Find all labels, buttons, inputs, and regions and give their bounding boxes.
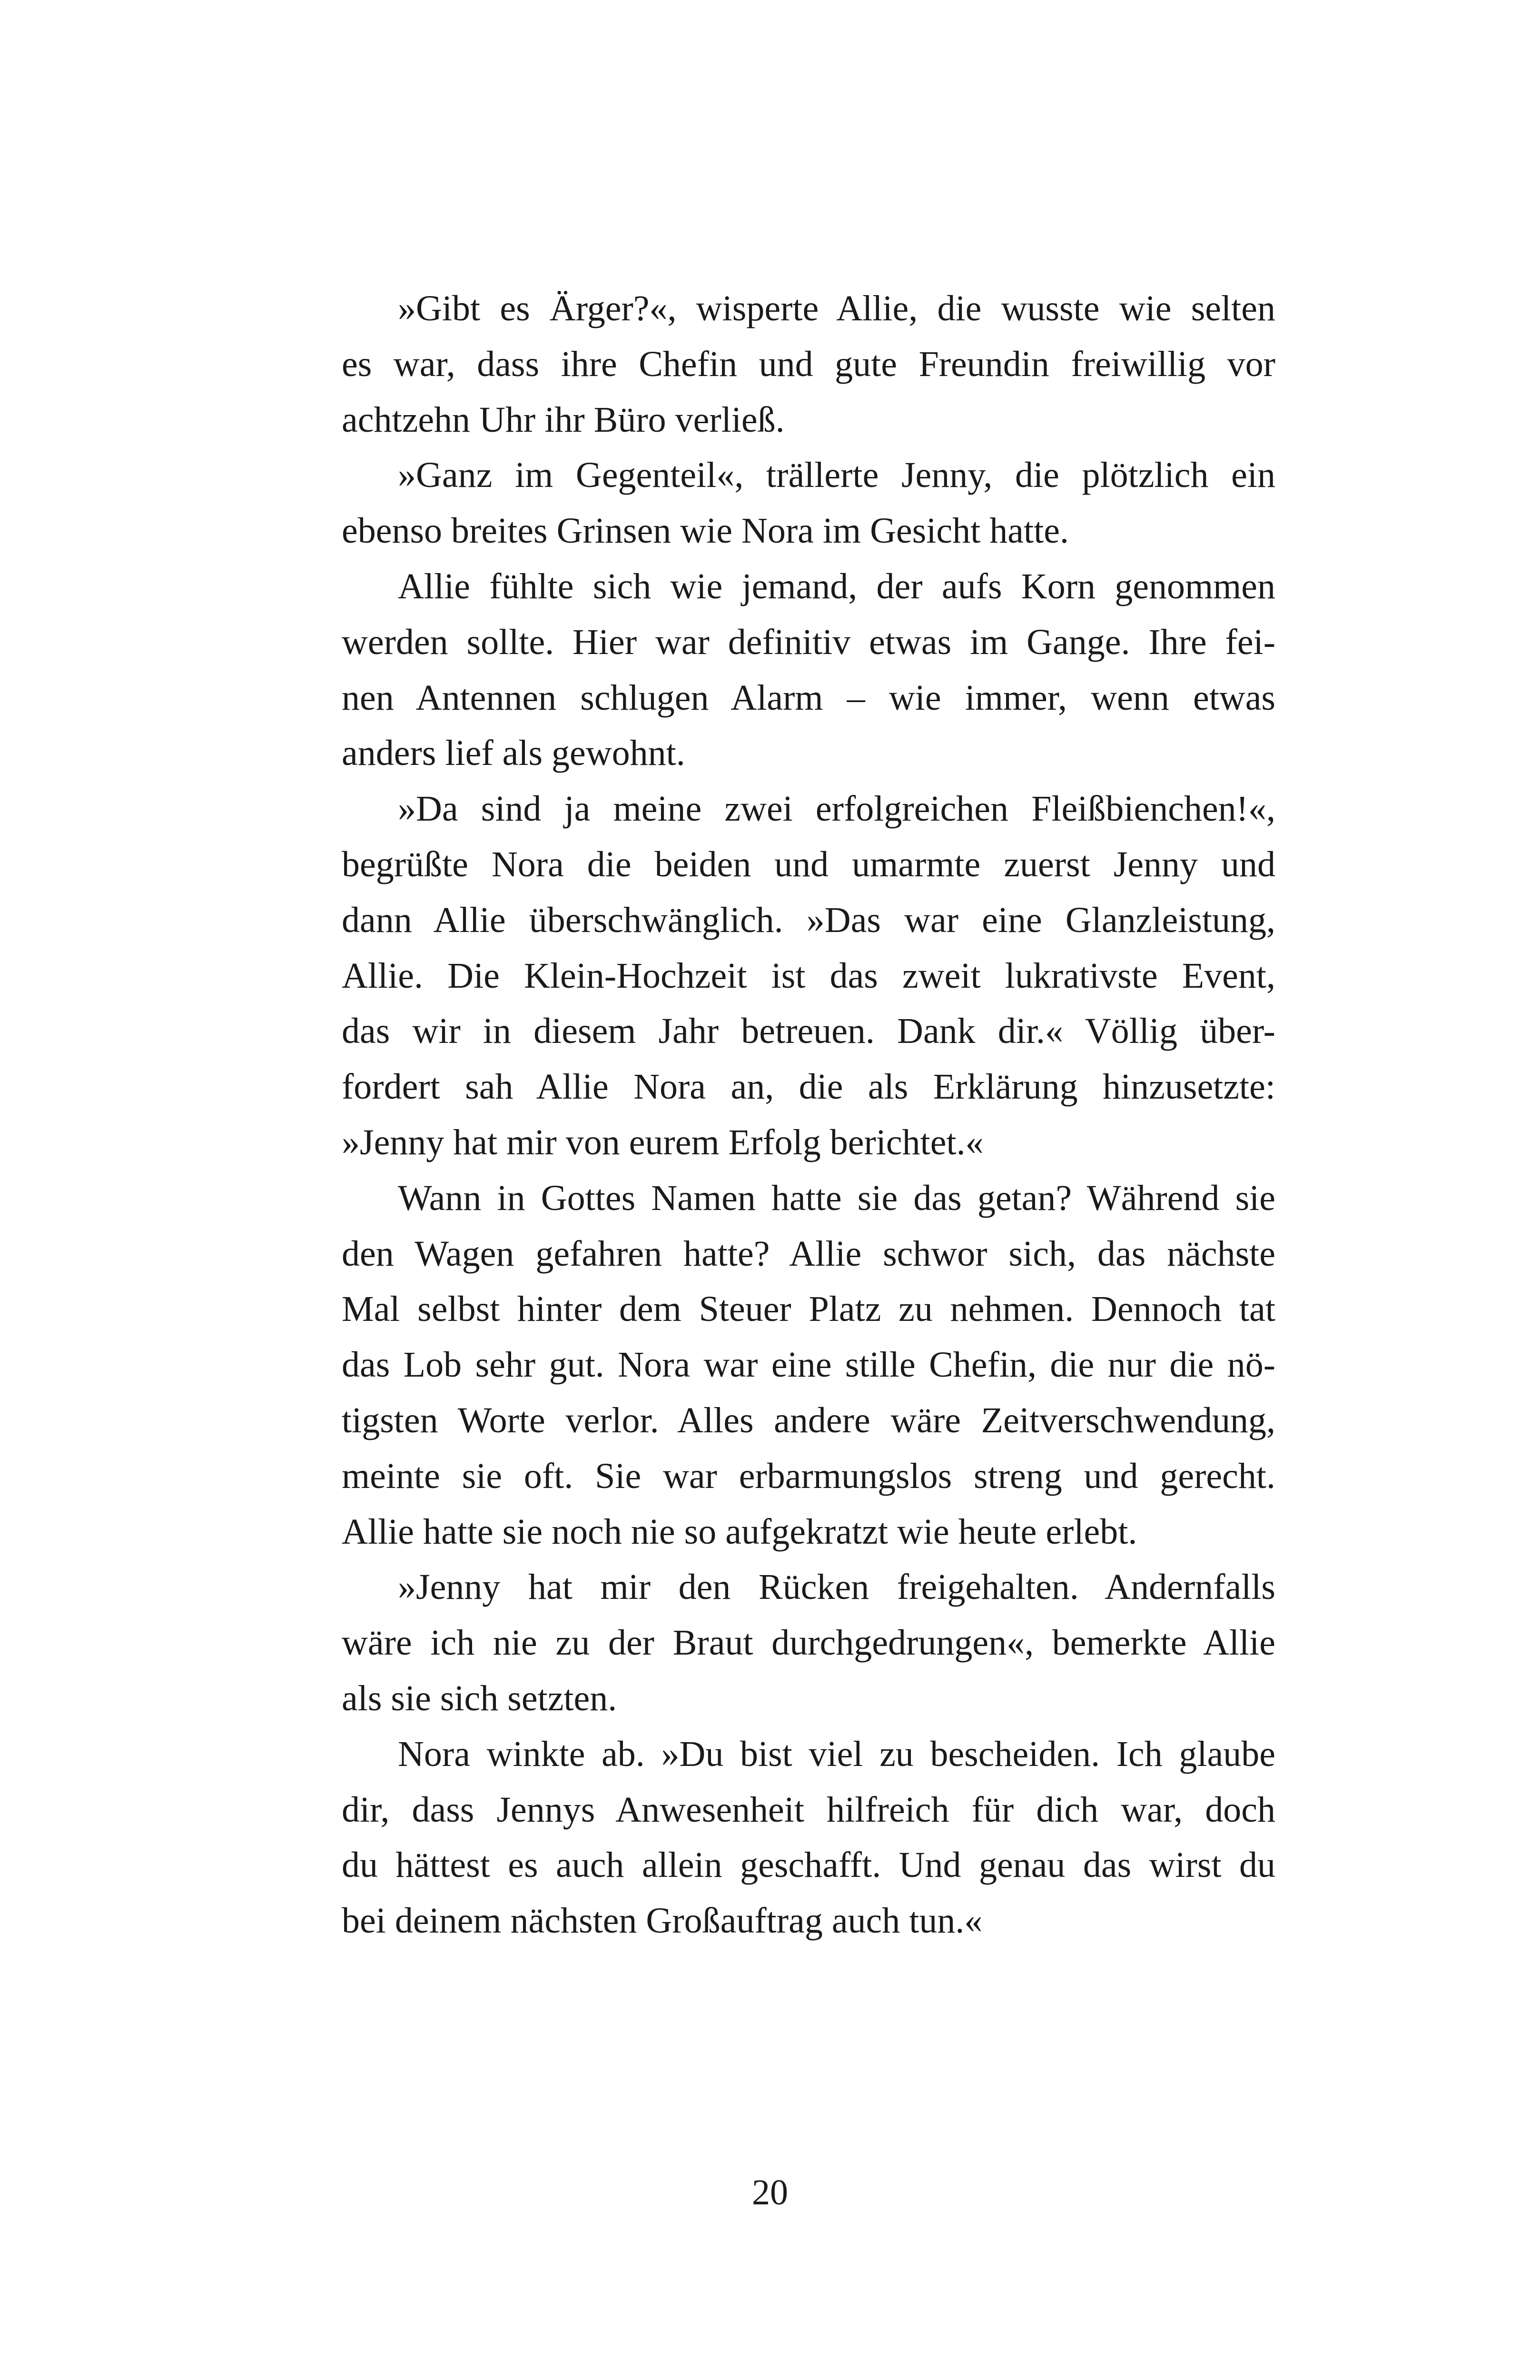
text-line: anders lief als gewohnt. [342, 733, 685, 774]
text-line: du hättest es auch allein geschafft. Und genau das wirst du [342, 1845, 1275, 1885]
text-line: werden sollte. Hier war definitiv etwas im Gange. Ihre fei- [342, 622, 1275, 662]
text-line: bei deinem nächsten Großauftrag auch tun.« [342, 1901, 983, 1941]
text-line: »Jenny hat mir von eurem Erfolg berichtet.« [342, 1122, 984, 1162]
text-line: meinte sie oft. Sie war erbarmungslos streng und gerecht. [342, 1456, 1275, 1496]
text-line: Allie fühlte sich wie jemand, der aufs Korn genommen [398, 566, 1275, 606]
text-line: dann Allie überschwänglich. »Das war eine Glanzleistung, [342, 900, 1275, 940]
body-text [342, 281, 1275, 1949]
text-line: wäre ich nie zu der Braut durchgedrungen«, bemerkte Allie [342, 1623, 1275, 1663]
page-number: 20 [752, 2172, 788, 2212]
text-line: achtzehn Uhr ihr Büro verließ. [342, 399, 785, 440]
text-line: Wann in Gottes Namen hatte sie das getan? Während sie [398, 1178, 1275, 1218]
text-line: das Lob sehr gut. Nora war eine stille Chefin, die nur die nö- [342, 1345, 1275, 1385]
text-line: Allie hatte sie noch nie so aufgekratzt wie heute erlebt. [342, 1511, 1137, 1552]
text-line: ebenso breites Grinsen wie Nora im Gesicht hatte. [342, 511, 1069, 551]
text-line: »Gibt es Ärger?«, wisperte Allie, die wusste wie selten [398, 288, 1275, 328]
text-line: dir, dass Jennys Anwesenheit hilfreich für dich war, doch [342, 1789, 1275, 1830]
text-line: »Ganz im Gegenteil«, trällerte Jenny, die plötzlich ein [398, 455, 1275, 496]
text-line: tigsten Worte verlor. Alles andere wäre Zeitverschwendung, [342, 1400, 1275, 1440]
text-line: »Jenny hat mir den Rücken freigehalten. Andernfalls [398, 1567, 1275, 1607]
text-line: »Da sind ja meine zwei erfolgreichen Fleißbienchen!«, [398, 789, 1275, 829]
text-line: fordert sah Allie Nora an, die als Erklärung hinzusetzte: [342, 1067, 1275, 1107]
text-line: begrüßte Nora die beiden und umarmte zuerst Jenny und [342, 844, 1275, 884]
text-line: als sie sich setzten. [342, 1678, 617, 1718]
text-line: Nora winkte ab. »Du bist viel zu bescheiden. Ich glaube [398, 1734, 1275, 1774]
text-line: nen Antennen schlugen Alarm – wie immer, wenn etwas [342, 677, 1275, 718]
text-line: Mal selbst hinter dem Steuer Platz zu nehmen. Dennoch tat [342, 1289, 1275, 1329]
text-line: Allie. Die Klein-Hochzeit ist das zweit lukrativste Event, [342, 955, 1275, 996]
text-line: den Wagen gefahren hatte? Allie schwor sich, das nächste [342, 1233, 1275, 1274]
text-line: das wir in diesem Jahr betreuen. Dank dir.« Völlig über- [342, 1011, 1275, 1051]
text-line: es war, dass ihre Chefin und gute Freundin freiwillig vor [342, 344, 1275, 384]
